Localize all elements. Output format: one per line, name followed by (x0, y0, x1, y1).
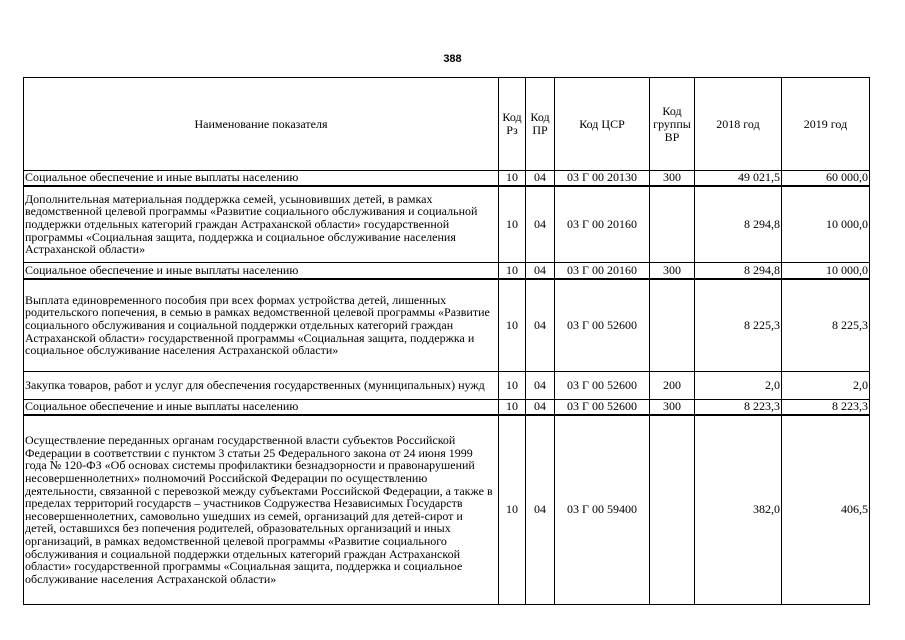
row-rz: 10 (499, 372, 526, 400)
table-row (24, 186, 870, 263)
row-2018: 8 223,3 (695, 400, 782, 415)
row-2019: 60 000,0 (782, 171, 870, 186)
table-row (24, 415, 870, 605)
row-vr: 200 (650, 372, 695, 400)
row-csr: 03 Г 00 20160 (555, 186, 650, 263)
row-vr (650, 415, 695, 605)
row-vr: 300 (650, 171, 695, 186)
row-name: Социальное обеспечение и иные выплаты населению (24, 400, 499, 415)
row-rz: 10 (499, 186, 526, 263)
row-rz: 10 (499, 400, 526, 415)
table-row (24, 372, 870, 400)
header-csr: Код ЦСР (555, 78, 650, 171)
header-pr: Код ПР (526, 78, 555, 171)
row-pr: 04 (526, 400, 555, 415)
row-pr: 04 (526, 415, 555, 605)
row-name: Выплата единовременного пособия при всех формах устройства детей, лишенных родительского попечения, в семью в рамках ведомственной целевой программы «Развитие социального обслуживания и социальной поддержки отдельных категорий граждан Астраханской области» государственной программы «Социальная защита, поддержка и социальное обслуживание населения Астраханской области» (24, 279, 499, 372)
budget-table (23, 77, 870, 605)
row-pr: 04 (526, 171, 555, 186)
row-vr (650, 186, 695, 263)
row-name: Социальное обеспечение и иные выплаты населению (24, 263, 499, 279)
row-pr: 04 (526, 263, 555, 279)
row-2018: 8 294,8 (695, 186, 782, 263)
table-row (24, 279, 870, 372)
row-csr: 03 Г 00 59400 (555, 415, 650, 605)
row-2018: 49 021,5 (695, 171, 782, 186)
row-csr: 03 Г 00 52600 (555, 400, 650, 415)
row-rz: 10 (499, 263, 526, 279)
page-number: 388 (443, 53, 462, 65)
row-csr: 03 Г 00 20160 (555, 263, 650, 279)
row-rz: 10 (499, 279, 526, 372)
header-row (24, 78, 870, 171)
row-2019: 8 225,3 (782, 279, 870, 372)
row-rz: 10 (499, 415, 526, 605)
table-row (24, 263, 870, 279)
table-row (24, 171, 870, 186)
header-2019: 2019 год (782, 78, 870, 171)
row-name: Социальное обеспечение и иные выплаты населению (24, 171, 499, 186)
row-2019: 10 000,0 (782, 186, 870, 263)
header-rz: Код Рз (499, 78, 526, 171)
row-pr: 04 (526, 372, 555, 400)
row-name: Осуществление переданных органам государственной власти субъектов Российской Федерации в соответствии с пунктом 3 статьи 25 Федерального закона от 24 июня 1999 года № 120-ФЗ «Об основах системы профилактики безнадзорности и правонарушений несовершеннолетних» полномочий Российской Федерации по осуществлению деятельности, связанной с перевозкой между субъектами Российской Федерации, а также в пределах территорий государств – участников Содружества Независимых Государств несовершеннолетних, самовольно ушедших из семей, организаций для детей-сирот и детей, оставшихся без попечения родителей, образовательных организаций и иных организаций, в рамках ведомственной целевой программы «Развитие социального обслуживания и социальной поддержки отдельных категорий граждан Астраханской области» государственной программы «Социальная защита, поддержка и социальное обслуживание населения Астраханской области» (24, 415, 499, 605)
header-2018: 2018 год (695, 78, 782, 171)
row-2019: 8 223,3 (782, 400, 870, 415)
row-vr (650, 279, 695, 372)
row-rz: 10 (499, 171, 526, 186)
row-csr: 03 Г 00 20130 (555, 171, 650, 186)
row-2018: 8 294,8 (695, 263, 782, 279)
row-2018: 382,0 (695, 415, 782, 605)
row-2019: 406,5 (782, 415, 870, 605)
row-csr: 03 Г 00 52600 (555, 279, 650, 372)
row-2019: 10 000,0 (782, 263, 870, 279)
row-2018: 8 225,3 (695, 279, 782, 372)
row-csr: 03 Г 00 52600 (555, 372, 650, 400)
header-vr: Код группы ВР (650, 78, 695, 171)
row-2018: 2,0 (695, 372, 782, 400)
row-name: Дополнительная материальная поддержка семей, усыновивших детей, в рамках ведомственной целевой программы «Развитие социального обслуживания и социальной поддержки отдельных категорий граждан Астраханской области» государственной программы «Социальная защита, поддержка и социальное обслуживание населения Астраханской области» (24, 186, 499, 263)
row-2019: 2,0 (782, 372, 870, 400)
table-row (24, 400, 870, 415)
row-pr: 04 (526, 186, 555, 263)
row-vr: 300 (650, 400, 695, 415)
row-name: Закупка товаров, работ и услуг для обеспечения государственных (муниципальных) нужд (24, 372, 499, 400)
row-pr: 04 (526, 279, 555, 372)
header-name: Наименование показателя (24, 78, 499, 171)
row-vr: 300 (650, 263, 695, 279)
